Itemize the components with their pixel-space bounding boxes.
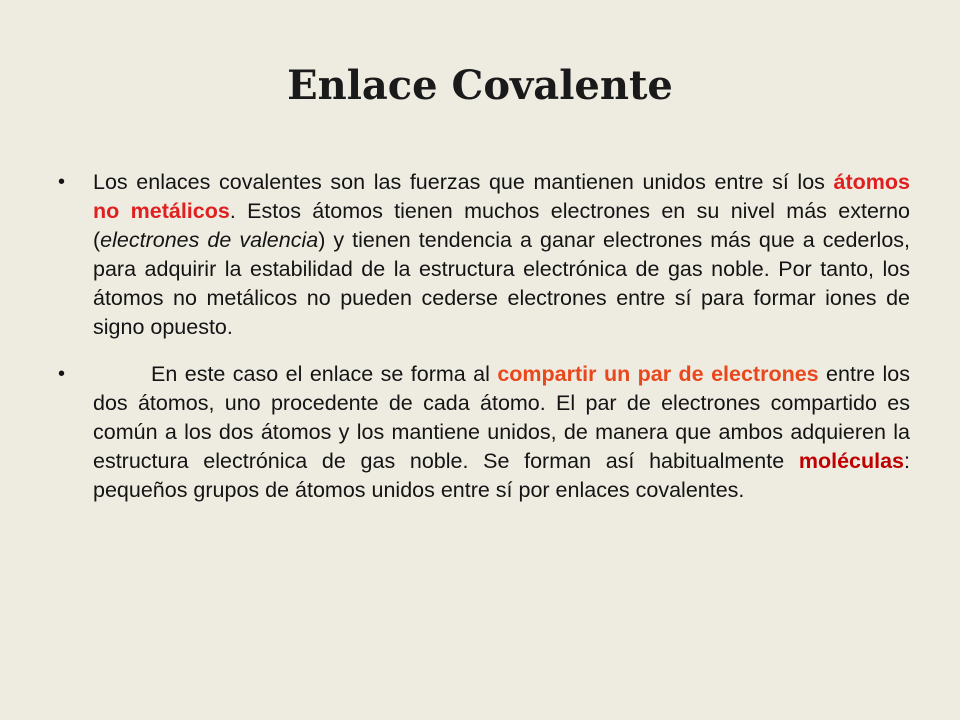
bullet-icon: • bbox=[58, 363, 66, 385]
bullet-item bbox=[58, 360, 910, 505]
bullet2-text-part: En este caso el enlace se forma al bbox=[151, 362, 498, 386]
bullet1-text-part: . Estos átomos tienen muchos electrones en su nivel más externo ( bbox=[93, 199, 910, 252]
bullet2-text-part: : pequeños grupos de átomos unidos entre sí por enlaces covalentes. bbox=[93, 449, 910, 502]
bullet1-text-part: Los enlaces covalentes son las fuerzas que mantienen unidos entre sí los bbox=[93, 170, 834, 194]
bullet1-text bbox=[93, 170, 910, 339]
bullet-item bbox=[58, 168, 910, 342]
bullet2-text-part: entre los dos átomos, uno procedente de cada átomo. El par de electrones compartido es común a los dos átomos y los mantiene unidos, de manera que ambos adquieren la estructura electrónica de gas noble. Se forman así habitualmente bbox=[93, 362, 910, 473]
bullet2-text bbox=[93, 362, 910, 502]
italic-electrones-de-valencia: electrones de valencia bbox=[100, 228, 319, 252]
bullet1-text-part: ) y tienen tendencia a ganar electrones más que a cederlos, para adquirir la estabilidad de la estructura electrónica de gas noble. Por tanto, los átomos no metálicos no pueden cederse electrones entre sí para formar iones de signo opuesto. bbox=[93, 228, 910, 339]
bullet-icon: • bbox=[58, 171, 66, 193]
slide-title: Enlace Covalente bbox=[287, 62, 673, 109]
highlight-atomos-no-metalicos: átomos no metálicos bbox=[93, 170, 910, 223]
highlight-compartir-par-electrones: compartir un par de electrones bbox=[497, 362, 819, 386]
highlight-moleculas: moléculas bbox=[798, 449, 905, 473]
bullet-list bbox=[58, 168, 910, 523]
